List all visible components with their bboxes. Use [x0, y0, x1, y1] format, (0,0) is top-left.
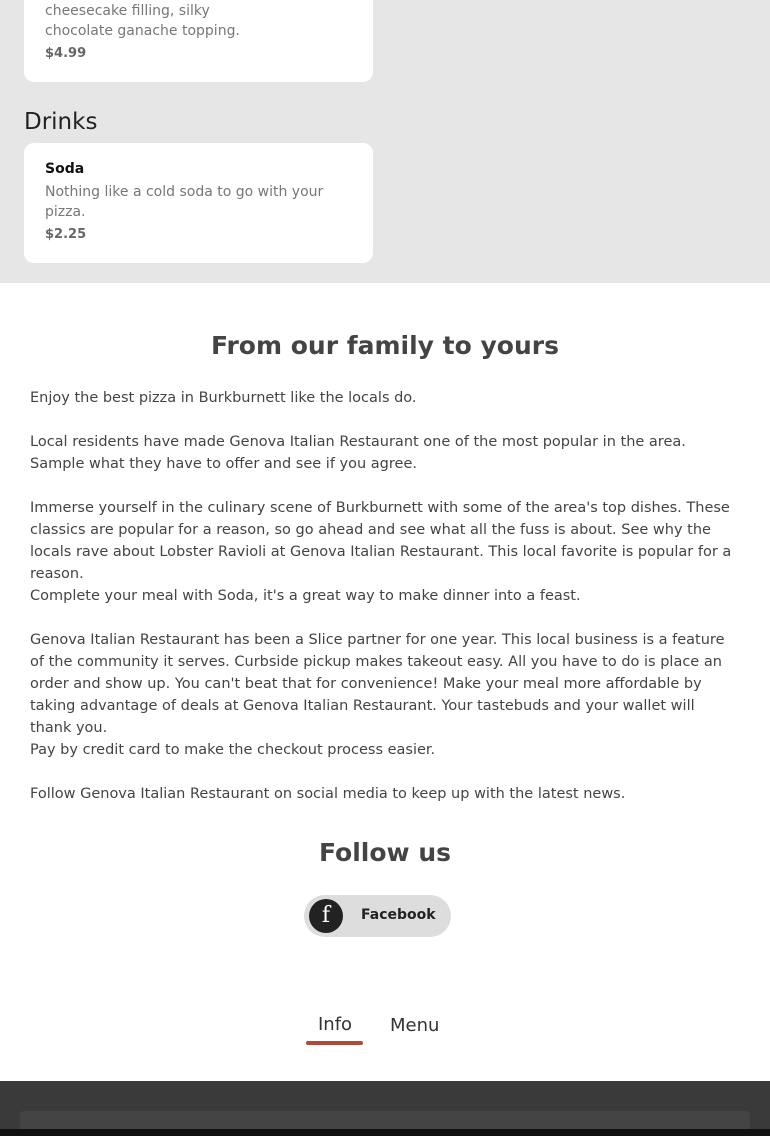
tab-info[interactable]: Info — [318, 1014, 353, 1035]
menu-item-description: cheesecake filling, silky chocolate ganache topping. — [45, 3, 240, 39]
about-paragraph: Immerse yourself in the culinary scene of Burkburnett with some of the area's top dishes. These classics are popular for a reason, so go ahead and see what all the fuss is about. See why the locals rave about Lobster Ravioli at Genova Italian Restaurant. This local favorite is popular for a reason. — [30, 500, 732, 582]
about-title: From our family to yours — [211, 331, 559, 360]
menu-item-description: Nothing like a cold soda to go with your pizza. — [45, 184, 324, 220]
follow-us-title: Follow us — [318, 838, 452, 867]
drinks-section-title: Drinks — [24, 109, 98, 135]
tab-menu[interactable]: Menu — [390, 1015, 440, 1036]
about-paragraph: Enjoy the best pizza in Burkburnett like the locals do. — [30, 390, 417, 406]
about-paragraph: Complete your meal with Soda, it's a great way to make dinner into a feast. — [30, 588, 581, 604]
menu-section — [0, 0, 770, 283]
facebook-label: Facebook — [361, 907, 436, 923]
facebook-icon: f — [309, 899, 343, 933]
about-paragraph: Local residents have made Genova Italian Restaurant one of the most popular in the area. Sample what they have to offer and see if you agree. — [30, 434, 686, 472]
menu-item-name: Soda — [45, 161, 85, 177]
active-tab-indicator — [306, 1041, 363, 1045]
about-paragraph: Follow Genova Italian Restaurant on social media to keep up with the latest news. — [30, 786, 626, 802]
menu-item-card-soda[interactable] — [24, 143, 373, 263]
about-paragraph: Genova Italian Restaurant has been a Slice partner for one year. This local business is a feature of the community it serves. Curbside pickup makes takeout easy. All you have to do is place an order and show up. You can't beat that for convenience! Make your meal more affordable by taking advantage of deals at Genova Italian Restaurant. Your tastebuds and your wallet will thank you. — [30, 632, 725, 736]
menu-item-price: $2.25 — [45, 227, 87, 242]
footer-bar — [0, 1129, 770, 1136]
menu-item-card-dessert[interactable] — [24, 0, 373, 82]
about-paragraph: Pay by credit card to make the checkout process easier. — [30, 742, 436, 758]
facebook-button[interactable] — [304, 895, 451, 937]
footer — [0, 1081, 770, 1136]
menu-item-price: $4.99 — [45, 46, 87, 61]
